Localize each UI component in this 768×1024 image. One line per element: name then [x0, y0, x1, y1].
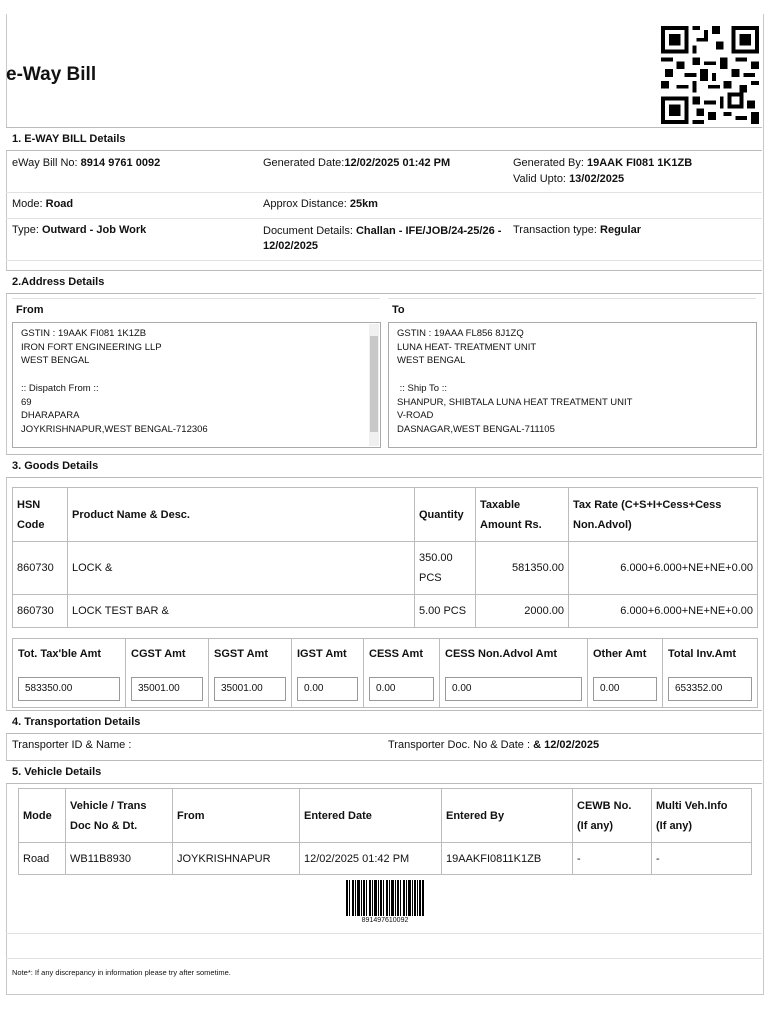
ship-address-line: SHANPUR, SHIBTALA LUNA HEAT TREATMENT UNIT — [397, 396, 633, 408]
quantity-cell: 350.00 PCS — [415, 542, 476, 595]
footer-note: Note*: If any discrepancy in information please try after sometime. — [12, 968, 231, 977]
to-name: LUNA HEAT- TREATMENT UNIT — [397, 341, 537, 353]
col-mode: Mode — [19, 789, 66, 843]
qr-code — [658, 26, 762, 124]
section-address-heading: 2.Address Details — [6, 270, 762, 294]
transport-mode: Mode: Road — [12, 198, 74, 210]
col-quantity: Quantity — [415, 488, 476, 542]
table-row — [13, 542, 758, 595]
col-vehicle: Vehicle / Trans Doc No & Dt. — [66, 789, 173, 843]
dispatch-address-line: JOYKRISHNAPUR,WEST BENGAL-712306 — [21, 423, 208, 435]
from-label: From — [16, 304, 44, 316]
eway-bill-no: eWay Bill No: 8914 9761 0092 — [12, 157, 161, 169]
spacer — [397, 368, 748, 382]
hsn-cell: 860730 — [13, 542, 68, 595]
col-tax-rate: Tax Rate (C+S+I+Cess+Cess Non.Advol) — [569, 488, 758, 542]
divider — [12, 298, 380, 299]
transaction-type: Transaction type: Regular — [513, 224, 641, 236]
sgst-cell: SGST Amt 35001.00 — [209, 639, 292, 707]
other-amt-cell: Other Amt 0.00 — [588, 639, 663, 707]
from-gstin: GSTIN : 19AAK FI081 1K1ZB — [21, 328, 147, 339]
barcode-bars — [346, 880, 424, 916]
divider — [6, 958, 762, 959]
to-gstin: GSTIN : 19AAA FL856 8J1ZQ — [397, 328, 524, 339]
totals-strip — [12, 638, 758, 708]
to-address-box[interactable] — [388, 322, 757, 448]
total-inv-cell: Total Inv.Amt 653352.00 — [663, 639, 757, 707]
rate-cell: 6.000+6.000+NE+NE+0.00 — [569, 595, 758, 628]
cess-field[interactable]: 0.00 — [369, 677, 434, 701]
dispatch-address-line: DHARAPARA — [21, 410, 80, 422]
section-transport-heading: 4. Transportation Details — [6, 710, 762, 734]
transporter-id: Transporter ID & Name : — [12, 739, 132, 751]
total-taxable-cell: Tot. Tax'ble Amt 583350.00 — [13, 639, 126, 707]
cgst-cell: CGST Amt 35001.00 — [126, 639, 209, 707]
from-state: WEST BENGAL — [21, 355, 90, 367]
product-cell: LOCK & — [68, 542, 415, 595]
quantity-cell: 5.00 PCS — [415, 595, 476, 628]
section-eway-details-heading: 1. E-WAY BILL Details — [6, 127, 762, 151]
other-amt-field[interactable]: 0.00 — [593, 677, 657, 701]
divider — [6, 192, 762, 193]
valid-upto: Valid Upto: 13/02/2025 — [513, 173, 625, 185]
sgst-field[interactable]: 35001.00 — [214, 677, 286, 701]
table-row — [13, 595, 758, 628]
approx-distance: Approx Distance: 25km — [263, 198, 378, 210]
section-vehicle-heading: 5. Vehicle Details — [6, 760, 762, 784]
total-taxable-field[interactable]: 583350.00 — [18, 677, 120, 701]
product-cell: LOCK TEST BAR & — [68, 595, 415, 628]
spacer — [21, 368, 372, 382]
cess-nonadvol-cell: CESS Non.Advol Amt 0.00 — [440, 639, 588, 707]
document-details: Document Details: Challan - IFE/JOB/24-25/26 - 12/02/2025 — [263, 225, 502, 252]
col-product-name: Product Name & Desc. — [68, 488, 415, 542]
from-scrollbar[interactable] — [369, 324, 379, 446]
col-entered-by: Entered By — [442, 789, 573, 843]
divider — [6, 218, 762, 219]
igst-field[interactable]: 0.00 — [297, 677, 358, 701]
barcode — [346, 880, 424, 916]
barcode-number: 891497610092 — [361, 917, 409, 924]
dispatch-from-label: :: Dispatch From :: — [21, 382, 99, 394]
entered-by-cell: 19AAKFI0811K1ZB — [442, 843, 573, 875]
generated-date: Generated Date:12/02/2025 01:42 PM — [263, 157, 451, 169]
bill-type: Type: Outward - Job Work — [12, 224, 147, 236]
table-row — [19, 843, 752, 875]
mode-cell: Road — [19, 843, 66, 875]
ship-address-line: V-ROAD — [397, 410, 434, 422]
cess-nonadvol-field[interactable]: 0.00 — [445, 677, 582, 701]
amount-cell: 2000.00 — [476, 595, 569, 628]
vehicle-cell: WB11B8930 — [66, 843, 173, 875]
from-address-box[interactable] — [12, 322, 381, 448]
col-hsn-code: HSN Code — [13, 488, 68, 542]
col-taxable-amount: Taxable Amount Rs. — [476, 488, 569, 542]
ship-to-label: :: Ship To :: — [397, 382, 447, 394]
hsn-cell: 860730 — [13, 595, 68, 628]
to-state: WEST BENGAL — [397, 355, 466, 367]
cess-cell: CESS Amt 0.00 — [364, 639, 440, 707]
from-cell: JOYKRISHNAPUR — [173, 843, 300, 875]
col-from: From — [173, 789, 300, 843]
divider — [388, 298, 756, 299]
from-name: IRON FORT ENGINEERING LLP — [21, 341, 162, 353]
transporter-doc: Transporter Doc. No & Date : & 12/02/2025 — [388, 739, 600, 751]
rate-cell: 6.000+6.000+NE+NE+0.00 — [569, 542, 758, 595]
ship-address-line: DASNAGAR,WEST BENGAL-711105 — [397, 423, 555, 435]
dispatch-address-line: 69 — [21, 396, 32, 408]
col-multi-veh: Multi Veh.Info (If any) — [652, 789, 752, 843]
total-inv-field[interactable]: 653352.00 — [668, 677, 752, 701]
divider — [6, 933, 762, 934]
col-entered-date: Entered Date — [300, 789, 442, 843]
divider — [6, 260, 762, 261]
amount-cell: 581350.00 — [476, 542, 569, 595]
col-cewb: CEWB No. (If any) — [573, 789, 652, 843]
page-title: e-Way Bill — [6, 64, 97, 85]
entered-date-cell: 12/02/2025 01:42 PM — [300, 843, 442, 875]
vehicle-table — [18, 788, 752, 875]
to-label: To — [392, 304, 405, 316]
multi-veh-cell: - — [652, 843, 752, 875]
goods-table — [12, 487, 758, 628]
section-goods-heading: 3. Goods Details — [6, 454, 762, 478]
generated-by: Generated By: 19AAK FI081 1K1ZB — [513, 157, 693, 169]
cewb-cell: - — [573, 843, 652, 875]
cgst-field[interactable]: 35001.00 — [131, 677, 203, 701]
igst-cell: IGST Amt 0.00 — [292, 639, 364, 707]
